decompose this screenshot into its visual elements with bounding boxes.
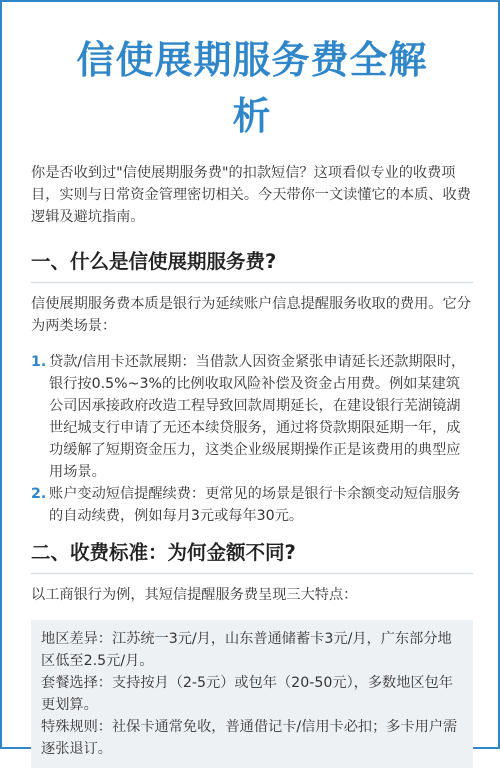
list-item <box>31 351 473 483</box>
section-1-paragraph: 信使展期服务费本质是银行为延续账户信息提醒服务收取的费用。它分为两类场景： <box>31 296 471 334</box>
title-line-1: 信使展期服务费全解 <box>76 38 428 82</box>
fee-features-box <box>31 620 473 768</box>
article <box>31 32 473 768</box>
fee-feature-item: 套餐选择：支持按月（2-5元）或包年（20-50元），多数地区包年更划算。 <box>41 675 453 713</box>
intro-paragraph: 你是否收到过"信使展期服务费"的扣款短信？这项看似专业的收费项目，实则与日常资金管理密切相关。今天带你一文读懂它的本质、收费逻辑及避坑指南。 <box>31 165 471 225</box>
section-2-paragraph: 以工商银行为例，其短信提醒服务费呈现三大特点： <box>31 587 358 603</box>
list-number: 2. <box>31 486 47 502</box>
list-item-text: 账户变动短信提醒续费：更常见的场景是银行卡余额变动短信服务的自动续费，例如每月3元或每年30元。 <box>49 486 461 524</box>
page-title <box>31 32 473 144</box>
section-1-list <box>31 351 473 527</box>
fee-feature-item: 特殊规则：社保卡通常免收，普通借记卡/信用卡必扣；多卡用户需逐张退订。 <box>41 719 458 757</box>
list-item-text: 贷款/信用卡还款展期：当借款人因资金紧张申请延长还款期限时，银行按0.5%~3%的比例收取风险补偿及资金占用费。例如某建筑公司因承接政府改造工程导致回款周期延长，在建设银行芜湖镜湖世纪城支行申请了无还本续贷服务，通过将贷款期限延期一年，成功缓解了短期资金压力，这类企业级展期操作正是该费用的典型应用场景。 <box>49 354 466 480</box>
section-2-divider <box>31 573 473 574</box>
fee-feature-item: 地区差异：江苏统一3元/月，山东普通储蓄卡3元/月，广东部分地区低至2.5元/月。 <box>41 631 452 669</box>
list-item <box>31 483 473 527</box>
title-line-2: 析 <box>232 94 272 138</box>
list-number: 1. <box>31 354 47 370</box>
section-2-heading: 二、收费标准：为何金额不同? <box>31 541 296 564</box>
section-1-heading: 一、什么是信使展期服务费? <box>31 250 277 273</box>
section-1-divider <box>31 282 473 283</box>
